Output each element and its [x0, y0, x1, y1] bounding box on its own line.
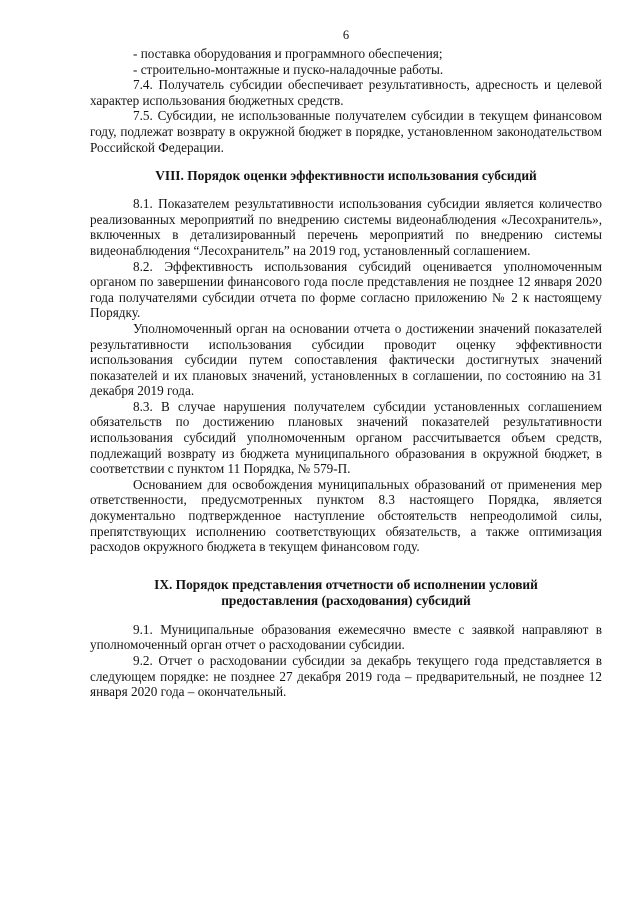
list-item-equipment: - поставка оборудования и программного обеспечения; [133, 46, 443, 61]
page-number: 6 [342, 28, 350, 42]
section-9-heading-line1: IX. Порядок представления отчетности об исполнении условий [154, 576, 538, 592]
section-9-heading [90, 577, 602, 609]
paragraph-release-grounds: Основанием для освобождения муниципальных образований от применения мер ответственности, предусмотренных пунктом 8.3 настоящего Порядка, является документально подтвержденное наступление обстоятельств непреодолимой силы, препятствующих исполнению соответствующих обязательств, а также оптимизация расходов окружного бюджета в текущем финансовом году. [90, 476, 602, 555]
paragraph-8-1: 8.1. Показателем результативности использования субсидии является количество реализованных мероприятий по внедрению системы видеонаблюдения «Лесохранитель», включенных в детализированный перечень мероприятий по внедрению системы видеонаблюдения “Лесохранитель” на 2019 год, установленный соглашением. [90, 196, 602, 258]
paragraph-8-2: 8.2. Эффективность использования субсидий оценивается уполномоченным органом по завершении финансового года после представления не позднее 12 января 2020 года получателями субсидии отчета по форме согласно приложению № 2 к настоящему Порядку. [90, 258, 602, 321]
paragraph-9-2: 9.2. Отчет о расходовании субсидии за декабрь текущего года представляется в следующем порядке: не позднее 27 декабря 2019 года – предварительный, не позднее 12 января 2020 года – окончательный. [90, 653, 602, 700]
paragraph-7-4: 7.4. Получатель субсидии обеспечивает результативность, адресность и целевой характер использования бюджетных средств. [90, 77, 602, 108]
section-8-heading: VIII. Порядок оценки эффективности использования субсидий [155, 168, 537, 184]
paragraph-8-3: 8.3. В случае нарушения получателем субсидии установленных соглашением обязательств по достижению плановых значений показателей результативности использования субсидий уполномоченным органом рассчитывается объем средств, подлежащий возврату из бюджета муниципального образования в окружной бюджет, в соответствии с пунктом 11 Порядка, № 579-П. [90, 398, 602, 477]
section-9-heading-line2: предоставления (расходования) субсидий [221, 592, 471, 608]
paragraph-7-5: 7.5. Субсидии, не использованные получателем субсидии в текущем финансовом году, подлежат возврату в окружной бюджет в порядке, установленном законодательством Российской Федерации. [90, 108, 602, 155]
document-body [90, 46, 602, 700]
list-item-construction: - строительно-монтажные и пуско-наладочные работы. [133, 61, 444, 77]
paragraph-9-1: 9.1. Муниципальные образования ежемесячно вместе с заявкой направляют в уполномоченный орган отчет о расходовании субсидии. [90, 621, 602, 653]
paragraph-report-evaluation: Уполномоченный орган на основании отчета о достижении значений показателей результативности использования субсидии проводит оценку эффективности использования субсидии путем сопоставления фактически достигнутых значений показателей и их плановых значений, установленных в соглашении, по состоянию на 31 декабря 2019 года. [90, 320, 602, 399]
